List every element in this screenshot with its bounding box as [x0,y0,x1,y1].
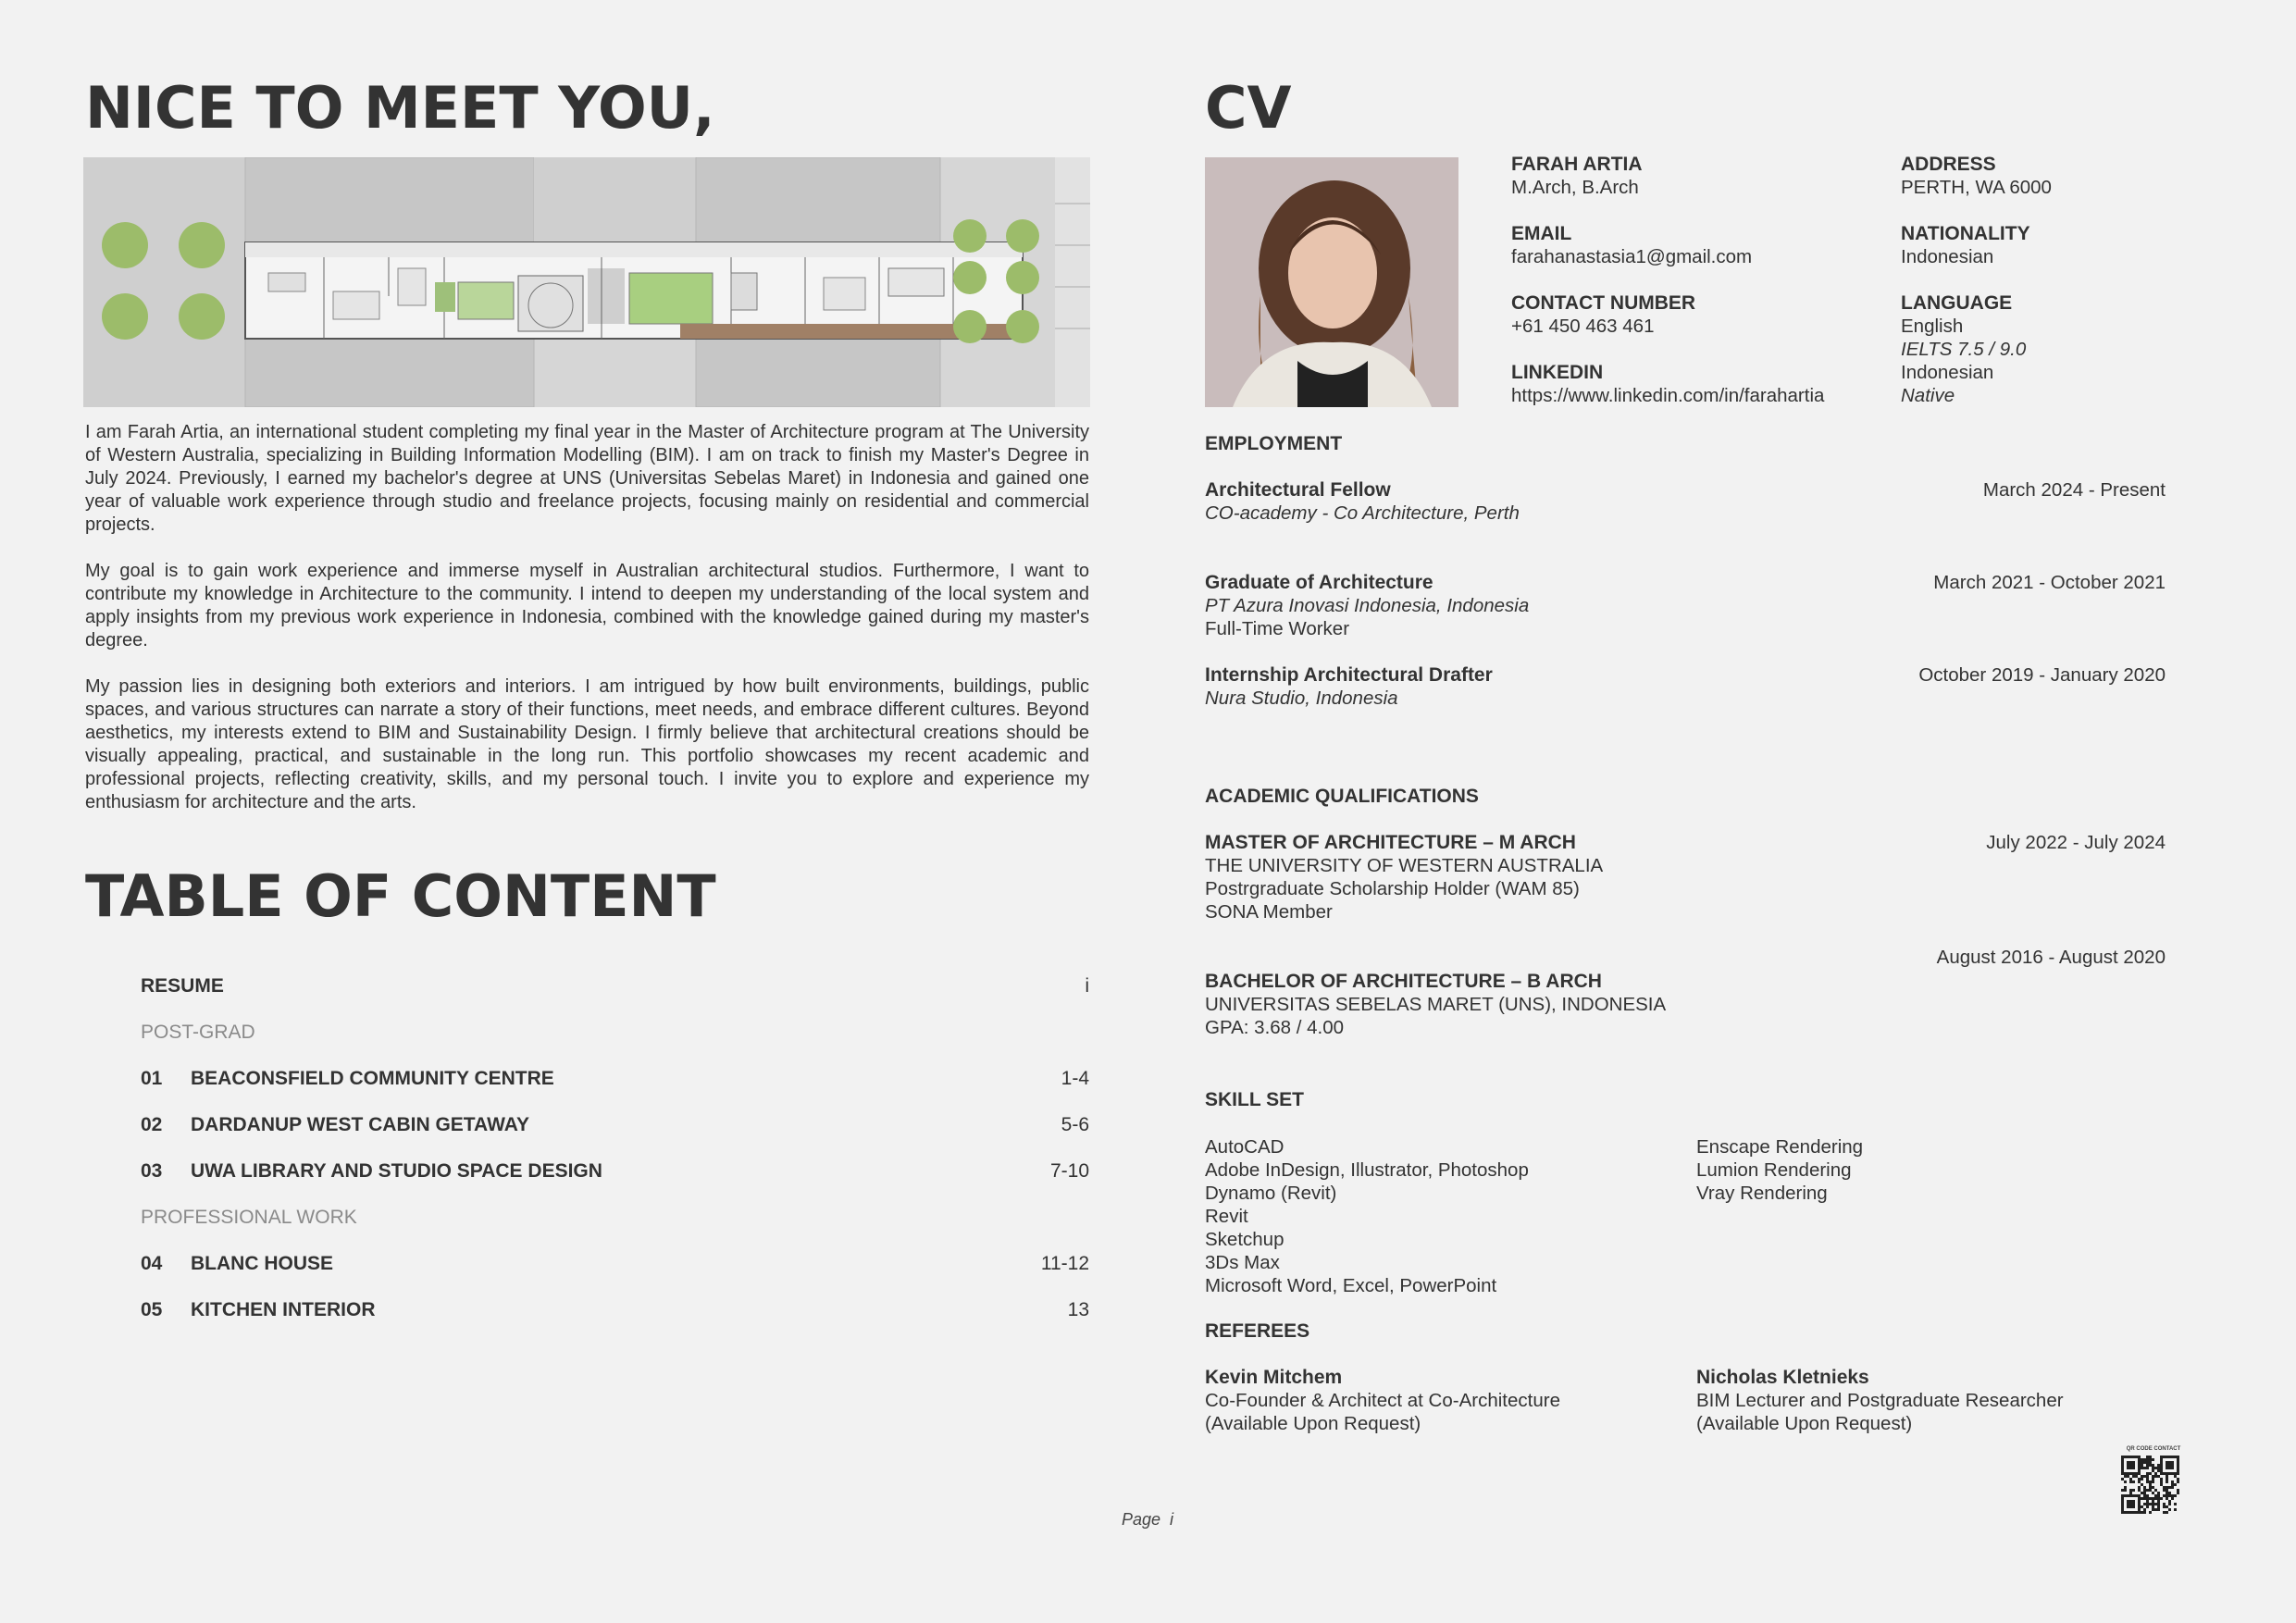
academic-entry [1205,971,2166,1039]
toc-item[interactable] [141,1253,1089,1281]
academic-degree: MASTER OF ARCHITECTURE – M ARCH [1205,832,1576,853]
referee-entry [1696,1367,2064,1435]
skill-item: Sketchup [1205,1229,1285,1250]
skill-item: Revit [1205,1206,1248,1227]
intro-paragraph-1: I am Farah Artia, an international student completing my final year in the Master of Architecture program at The University of Western Australia, specializing in Building Information Modelling (BIM). I am on track to finish my Master's Degree in July 2024. Previously, I earned my bachelor's degree at UNS (Universitas Sebelas Maret) in Indonesia and gained one year of valuable work experience through studio and freelance projects, focusing mainly on residential and commercial projects. [85,422,1089,535]
employment-role: Internship Architectural Drafter [1205,664,1493,686]
address-label: ADDRESS [1901,154,1996,175]
academic-heading: ACADEMIC QUALIFICATIONS [1205,786,1479,807]
employment-entry [1205,664,2166,710]
toc-section-professional-work: PROFESSIONAL WORK [141,1207,357,1228]
toc-item-title: BLANC HOUSE [191,1253,334,1274]
floor-plan-image [83,157,1090,407]
language-value: English [1901,316,1964,337]
academic-line: SONA Member [1205,901,1333,923]
address-value: PERTH, WA 6000 [1901,177,2052,198]
academic-entry [1205,832,2166,923]
contact-value[interactable]: +61 450 463 461 [1511,316,1655,337]
skill-item: Vray Rendering [1696,1183,1828,1204]
email-label: EMAIL [1511,223,1572,244]
intro-title: NICE TO MEET YOU, [85,74,715,142]
skill-item: AutoCAD [1205,1136,1285,1158]
academic-line: THE UNIVERSITY OF WESTERN AUSTRALIA [1205,855,1604,876]
linkedin-link[interactable]: https://www.linkedin.com/in/farahartia [1511,385,1825,406]
skill-item: Enscape Rendering [1696,1136,1864,1158]
academic-line: GPA: 3.68 / 4.00 [1205,1017,1345,1038]
employment-extra: Full-Time Worker [1205,618,1350,639]
linkedin-label: LINKEDIN [1511,362,1604,383]
employment-date: March 2021 - October 2021 [1933,572,2166,593]
language-value: Indonesian [1901,362,1994,383]
email-value[interactable]: farahanastasia1@gmail.com [1511,246,1753,267]
employment-heading: EMPLOYMENT [1205,433,1343,454]
intro-paragraph-3: My passion lies in designing both exteriors and interiors. I am intrigued by how built environments, buildings, public spaces, and various structures can narrate a story of their functions, meet needs, and embrace different cultures. Beyond aesthetics, my interests extend to BIM and Sustainability Design. I firmly believe that architectural creations should be visually appealing, practical, and sustainable in the long run. This portfolio showcases my recent academic and professional projects, reflecting creativity, skills, and my personal touch. I invite you to explore and experience my enthusiasm for architecture and the arts. [85,676,1089,812]
academic-date: July 2022 - July 2024 [1986,832,2166,853]
toc-title: TABLE OF CONTENT [85,862,716,930]
skills-list-left [1205,1135,1529,1297]
qr-code-icon[interactable] [2121,1456,2179,1514]
cv-title: CV [1205,74,1292,142]
academic-degree: BACHELOR OF ARCHITECTURE – B ARCH [1205,971,1602,992]
toc-item-page: 1-4 [1061,1068,1089,1089]
referee-role: BIM Lecturer and Postgraduate Researcher [1696,1390,2064,1411]
profile-photo [1205,157,1458,407]
toc-item[interactable] [141,1114,1089,1142]
toc-item-resume[interactable] [141,975,1089,1003]
employment-entry [1205,479,2166,525]
referee-name: Kevin Mitchem [1205,1367,1343,1388]
intro-paragraph-2: My goal is to gain work experience and immerse myself in Australian architectural studios. Furthermore, I want to contribute my knowledge in Architecture to the community. I intend to deepen my understanding of the local system and apply insights from my previous work experience in Indonesia, combined with the knowledge gained during my master's degree. [85,561,1089,650]
toc-item-page: 11-12 [1040,1253,1089,1274]
toc-item-number: 03 [141,1160,163,1182]
skill-item: Dynamo (Revit) [1205,1183,1337,1204]
toc-item-title: KITCHEN INTERIOR [191,1299,376,1320]
skills-heading: SKILL SET [1205,1089,1304,1110]
skill-item: Microsoft Word, Excel, PowerPoint [1205,1275,1497,1296]
referee-role: Co-Founder & Architect at Co-Architecture [1205,1390,1560,1411]
language-value: Native [1901,385,1955,406]
referees-heading: REFEREES [1205,1320,1310,1342]
qr-label: QR CODE CONTACT [2126,1446,2181,1452]
employment-role: Graduate of Architecture [1205,572,1433,593]
toc-section-post-grad: POST-GRAD [141,1022,255,1043]
academic-line: UNIVERSITAS SEBELAS MARET (UNS), INDONESIA [1205,994,1667,1015]
toc-item-title: BEACONSFIELD COMMUNITY CENTRE [191,1068,554,1089]
qr-module [2177,1511,2179,1514]
page-number: Page i [1122,1510,1174,1529]
toc-item-title: UWA LIBRARY AND STUDIO SPACE DESIGN [191,1160,602,1182]
referee-note: (Available Upon Request) [1205,1413,1421,1434]
toc-item-title: DARDANUP WEST CABIN GETAWAY [191,1114,529,1135]
referee-note: (Available Upon Request) [1696,1413,1913,1434]
toc-item[interactable] [141,1160,1089,1188]
employment-org: PT Azura Inovasi Indonesia, Indonesia [1205,595,1530,616]
skills-list-right [1696,1135,1863,1205]
toc-item-number: 05 [141,1299,163,1320]
toc-item[interactable] [141,1068,1089,1096]
toc-item-number: 04 [141,1253,163,1274]
toc-item-title: RESUME [141,975,224,997]
academic-date: August 2016 - August 2020 [1936,947,2166,968]
toc-item-number: 01 [141,1068,163,1089]
language-label: LANGUAGE [1901,292,2013,314]
toc-item-page: 5-6 [1061,1114,1089,1135]
employment-org: Nura Studio, Indonesia [1205,688,1398,709]
language-value: IELTS 7.5 / 9.0 [1901,339,2027,360]
contact-label: CONTACT NUMBER [1511,292,1696,314]
employment-date: March 2024 - Present [1982,479,2166,501]
nationality-value: Indonesian [1901,246,1994,267]
toc-item-number: 02 [141,1114,163,1135]
toc-item-page: i [1085,975,1089,997]
skill-item: Adobe InDesign, Illustrator, Photoshop [1205,1159,1529,1181]
portrait-icon [1205,157,1458,407]
name-label: FARAH ARTIA [1511,154,1643,175]
skill-item: 3Ds Max [1205,1252,1280,1273]
employment-role: Architectural Fellow [1205,479,1391,501]
nationality-label: NATIONALITY [1901,223,2030,244]
floor-plan-drawing [83,157,1090,407]
employment-org: CO-academy - Co Architecture, Perth [1205,502,1520,524]
academic-line: Postrgraduate Scholarship Holder (WAM 85) [1205,878,1580,899]
employment-entry [1205,572,2166,640]
degrees-value: M.Arch, B.Arch [1511,177,1639,198]
employment-date: October 2019 - January 2020 [1918,664,2166,686]
toc-item-page: 7-10 [1049,1160,1089,1182]
toc-item[interactable] [141,1299,1089,1327]
toc-item-page: 13 [1067,1299,1089,1320]
skill-item: Lumion Rendering [1696,1159,1852,1181]
referee-entry [1205,1367,1560,1435]
referee-name: Nicholas Kletnieks [1696,1367,1869,1388]
